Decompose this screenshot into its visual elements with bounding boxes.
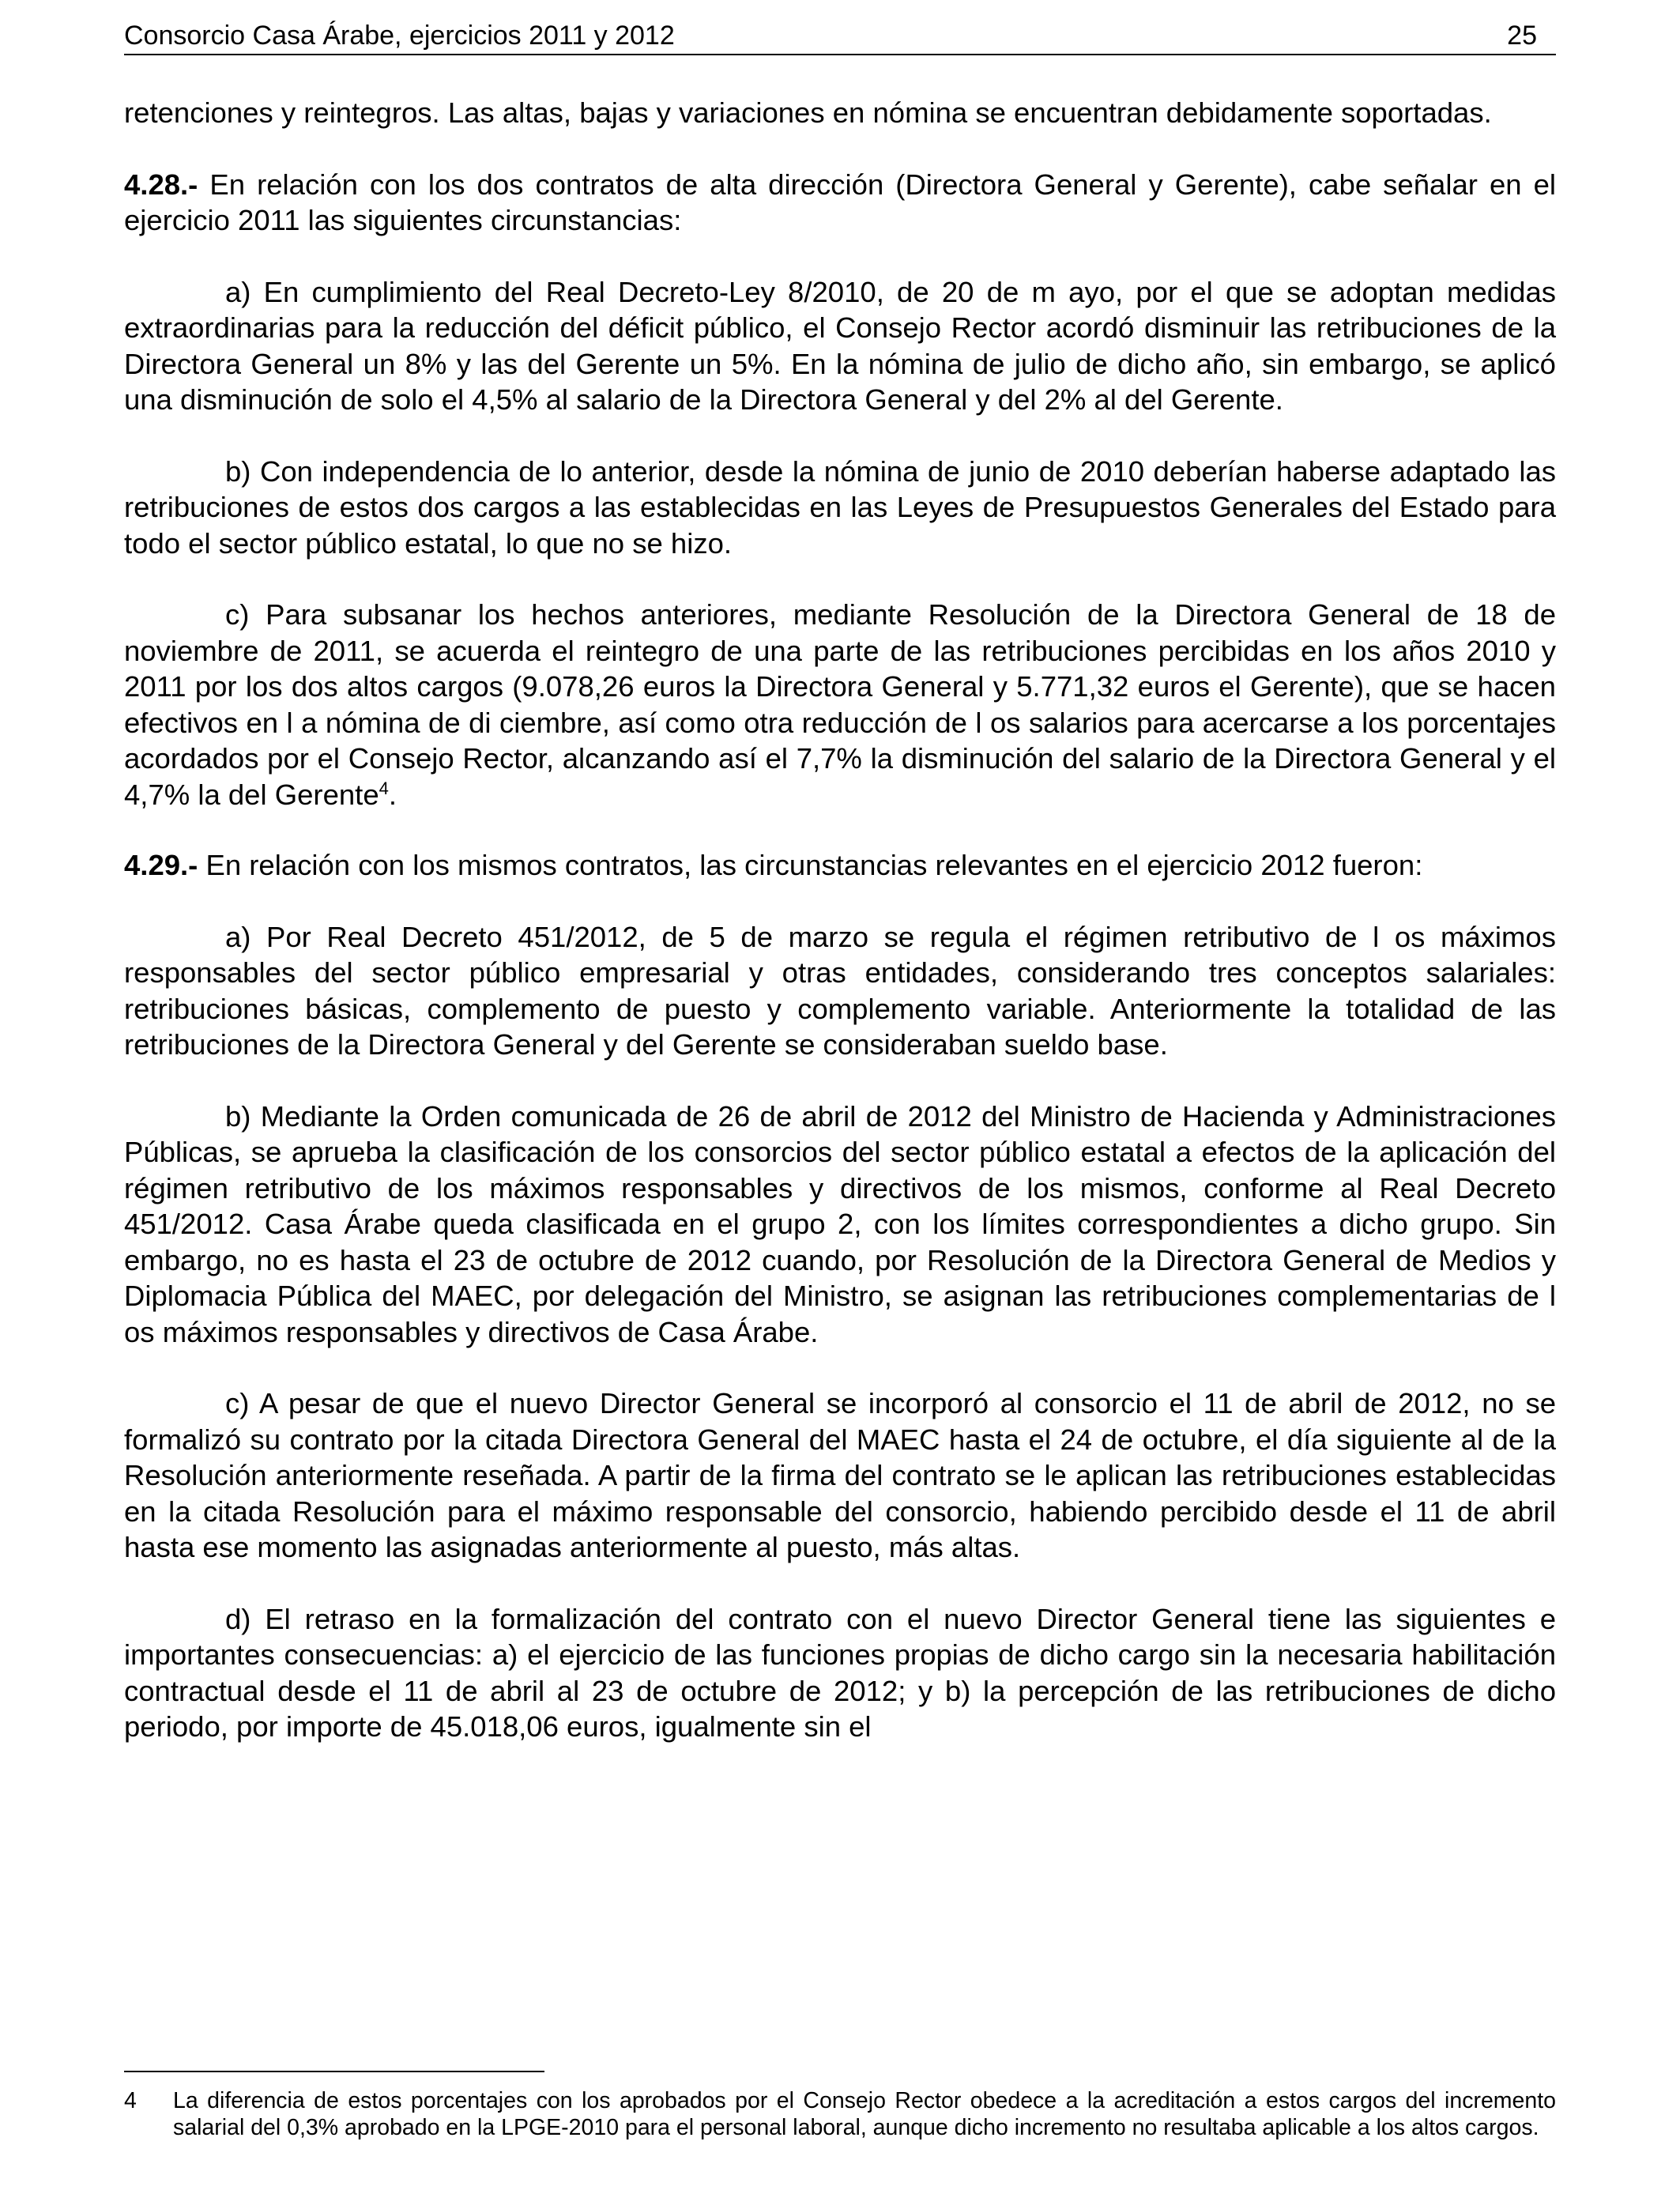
footnote-text: La diferencia de estos porcentajes con los aprobados por el Consejo Rector obedece a la acreditación a estos cargos del incremento salarial del 0,3% aprobado en la LPGE-2010 para el personal laboral, aunque dicho incremento no resultaba aplicable a los altos cargos. bbox=[173, 2088, 1556, 2140]
section-4-29-item-c: c) A pesar de que el nuevo Director General se incorporó al consorcio el 11 de abril de 2012, no se formalizó su contrato por la citada Directora General del MAEC hasta el 24 de octubre, el día siguiente al de la Resolución anteriormente reseñada. A partir de la firma del contrato se le aplican las retribuciones establecidas en la citada Resolución para el máximo responsable del consorcio, habiendo percibido desde el 11 de abril hasta ese momento las asignadas anteriormente al puesto, más altas. bbox=[124, 1387, 1556, 1563]
section-4-28-text: En relación con los dos contratos de alta dirección (Directora General y Gerente), cabe señalar en el ejercicio 2011 las siguientes circunstancias: bbox=[124, 168, 1556, 236]
footnote-separator bbox=[124, 2071, 544, 2072]
page-number: 25 bbox=[1507, 21, 1537, 51]
section-4-29-item-a: a) Por Real Decreto 451/2012, de 5 de marzo se regula el régimen retributivo de l os máximos responsables del sector público empresarial y otras entidades, considerando tres conceptos salariales: retribuciones básicas, complemento de puesto y complemento variable. Anteriormente la totalidad de las retribuciones de la Directora General y del Gerente se consideraban sueldo base. bbox=[124, 920, 1556, 1061]
header-title: Consorcio Casa Árabe, ejercicios 2011 y 2012 bbox=[124, 21, 675, 51]
section-4-28-item-b: b) Con independencia de lo anterior, desde la nómina de junio de 2010 deberían haberse adaptado las retribuciones de estos dos cargos a las establecidas en las Leyes de Presupuestos Generales del Estado para todo el sector público estatal, lo que no se hizo. bbox=[124, 454, 1556, 560]
page-header bbox=[124, 14, 1556, 55]
section-4-29-item-b: b) Mediante la Orden comunicada de 26 de abril de 2012 del Ministro de Hacienda y Administraciones Públicas, se aprueba la clasificación de los consorcios del sector público estatal a efectos de la aplicación del régimen retributivo de los máximos responsables y directivos de los mismos, conforme al Real Decreto 451/2012. Casa Árabe queda clasificada en el grupo 2, con los límites correspondientes a dicho grupo. Sin embargo, no es hasta el 23 de octubre de 2012 cuando, por Resolución de la Directora General de Medios y Diplomacia Pública del MAEC, por delegación del Ministro, se asignan las retribuciones complementarias de l os máximos responsables y directivos de Casa Árabe. bbox=[124, 1099, 1556, 1348]
section-4-29-intro bbox=[124, 847, 1556, 884]
paragraph-continuation: retenciones y reintegros. Las altas, bajas y variaciones en nómina se encuentran debidamente soportadas. bbox=[124, 96, 1492, 129]
section-4-28-item-a: a) En cumplimiento del Real Decreto-Ley 8/2010, de 20 de m ayo, por el que se adoptan medidas extraordinarias para la reducción del déficit público, el Consejo Rector acordó disminuir las retribuciones de la Directora General un 8% y las del Gerente un 5%. En la nómina de julio de dicho año, sin embargo, se aplicó una disminución de solo el 4,5% al salario de la Directora General y del 2% al del Gerente. bbox=[124, 275, 1556, 416]
section-4-28-item-c bbox=[124, 597, 1556, 812]
section-4-29-text: En relación con los mismos contratos, las circunstancias relevantes en el ejercicio 2012 fueron: bbox=[198, 849, 1423, 881]
document-body bbox=[124, 95, 1556, 1781]
document-page bbox=[124, 0, 1556, 2194]
section-4-28-item-c-text: c) Para subsanar los hechos anteriores, mediante Resolución de la Directora General de 18 de noviembre de 2011, se acuerda el reintegro de una parte de las retribuciones percibidas en los años 2010 y 2011 por los dos altos cargos (9.078,26 euros la Directora General y 5.771,32 euros el Gerente), que se hacen efectivos en l a nómina de di ciembre, así como otra reducción de l os salarios para acercarse a los porcentajes acordados por el Consejo Rector, alcanzando así el 7,7% la disminución del salario de la Directora General y el 4,7% la del Gerente bbox=[124, 598, 1556, 811]
section-4-29-item-d: d) El retraso en la formalización del contrato con el nuevo Director General tiene las siguientes e importantes consecuencias: a) el ejercicio de las funciones propias de dicho cargo sin la necesaria habilitación contractual desde el 11 de abril al 23 de octubre de 2012; y b) la percepción de las retribuciones de dicho periodo, por importe de 45.018,06 euros, igualmente sin el bbox=[124, 1602, 1556, 1743]
section-number-4-28: 4.28.- bbox=[124, 168, 198, 201]
footnote-number: 4 bbox=[124, 2088, 137, 2113]
section-number-4-29: 4.29.- bbox=[124, 849, 198, 881]
section-4-28-intro bbox=[124, 167, 1556, 239]
section-4-28-item-c-end: . bbox=[388, 778, 397, 811]
footnote-reference[interactable]: 4 bbox=[379, 778, 389, 798]
